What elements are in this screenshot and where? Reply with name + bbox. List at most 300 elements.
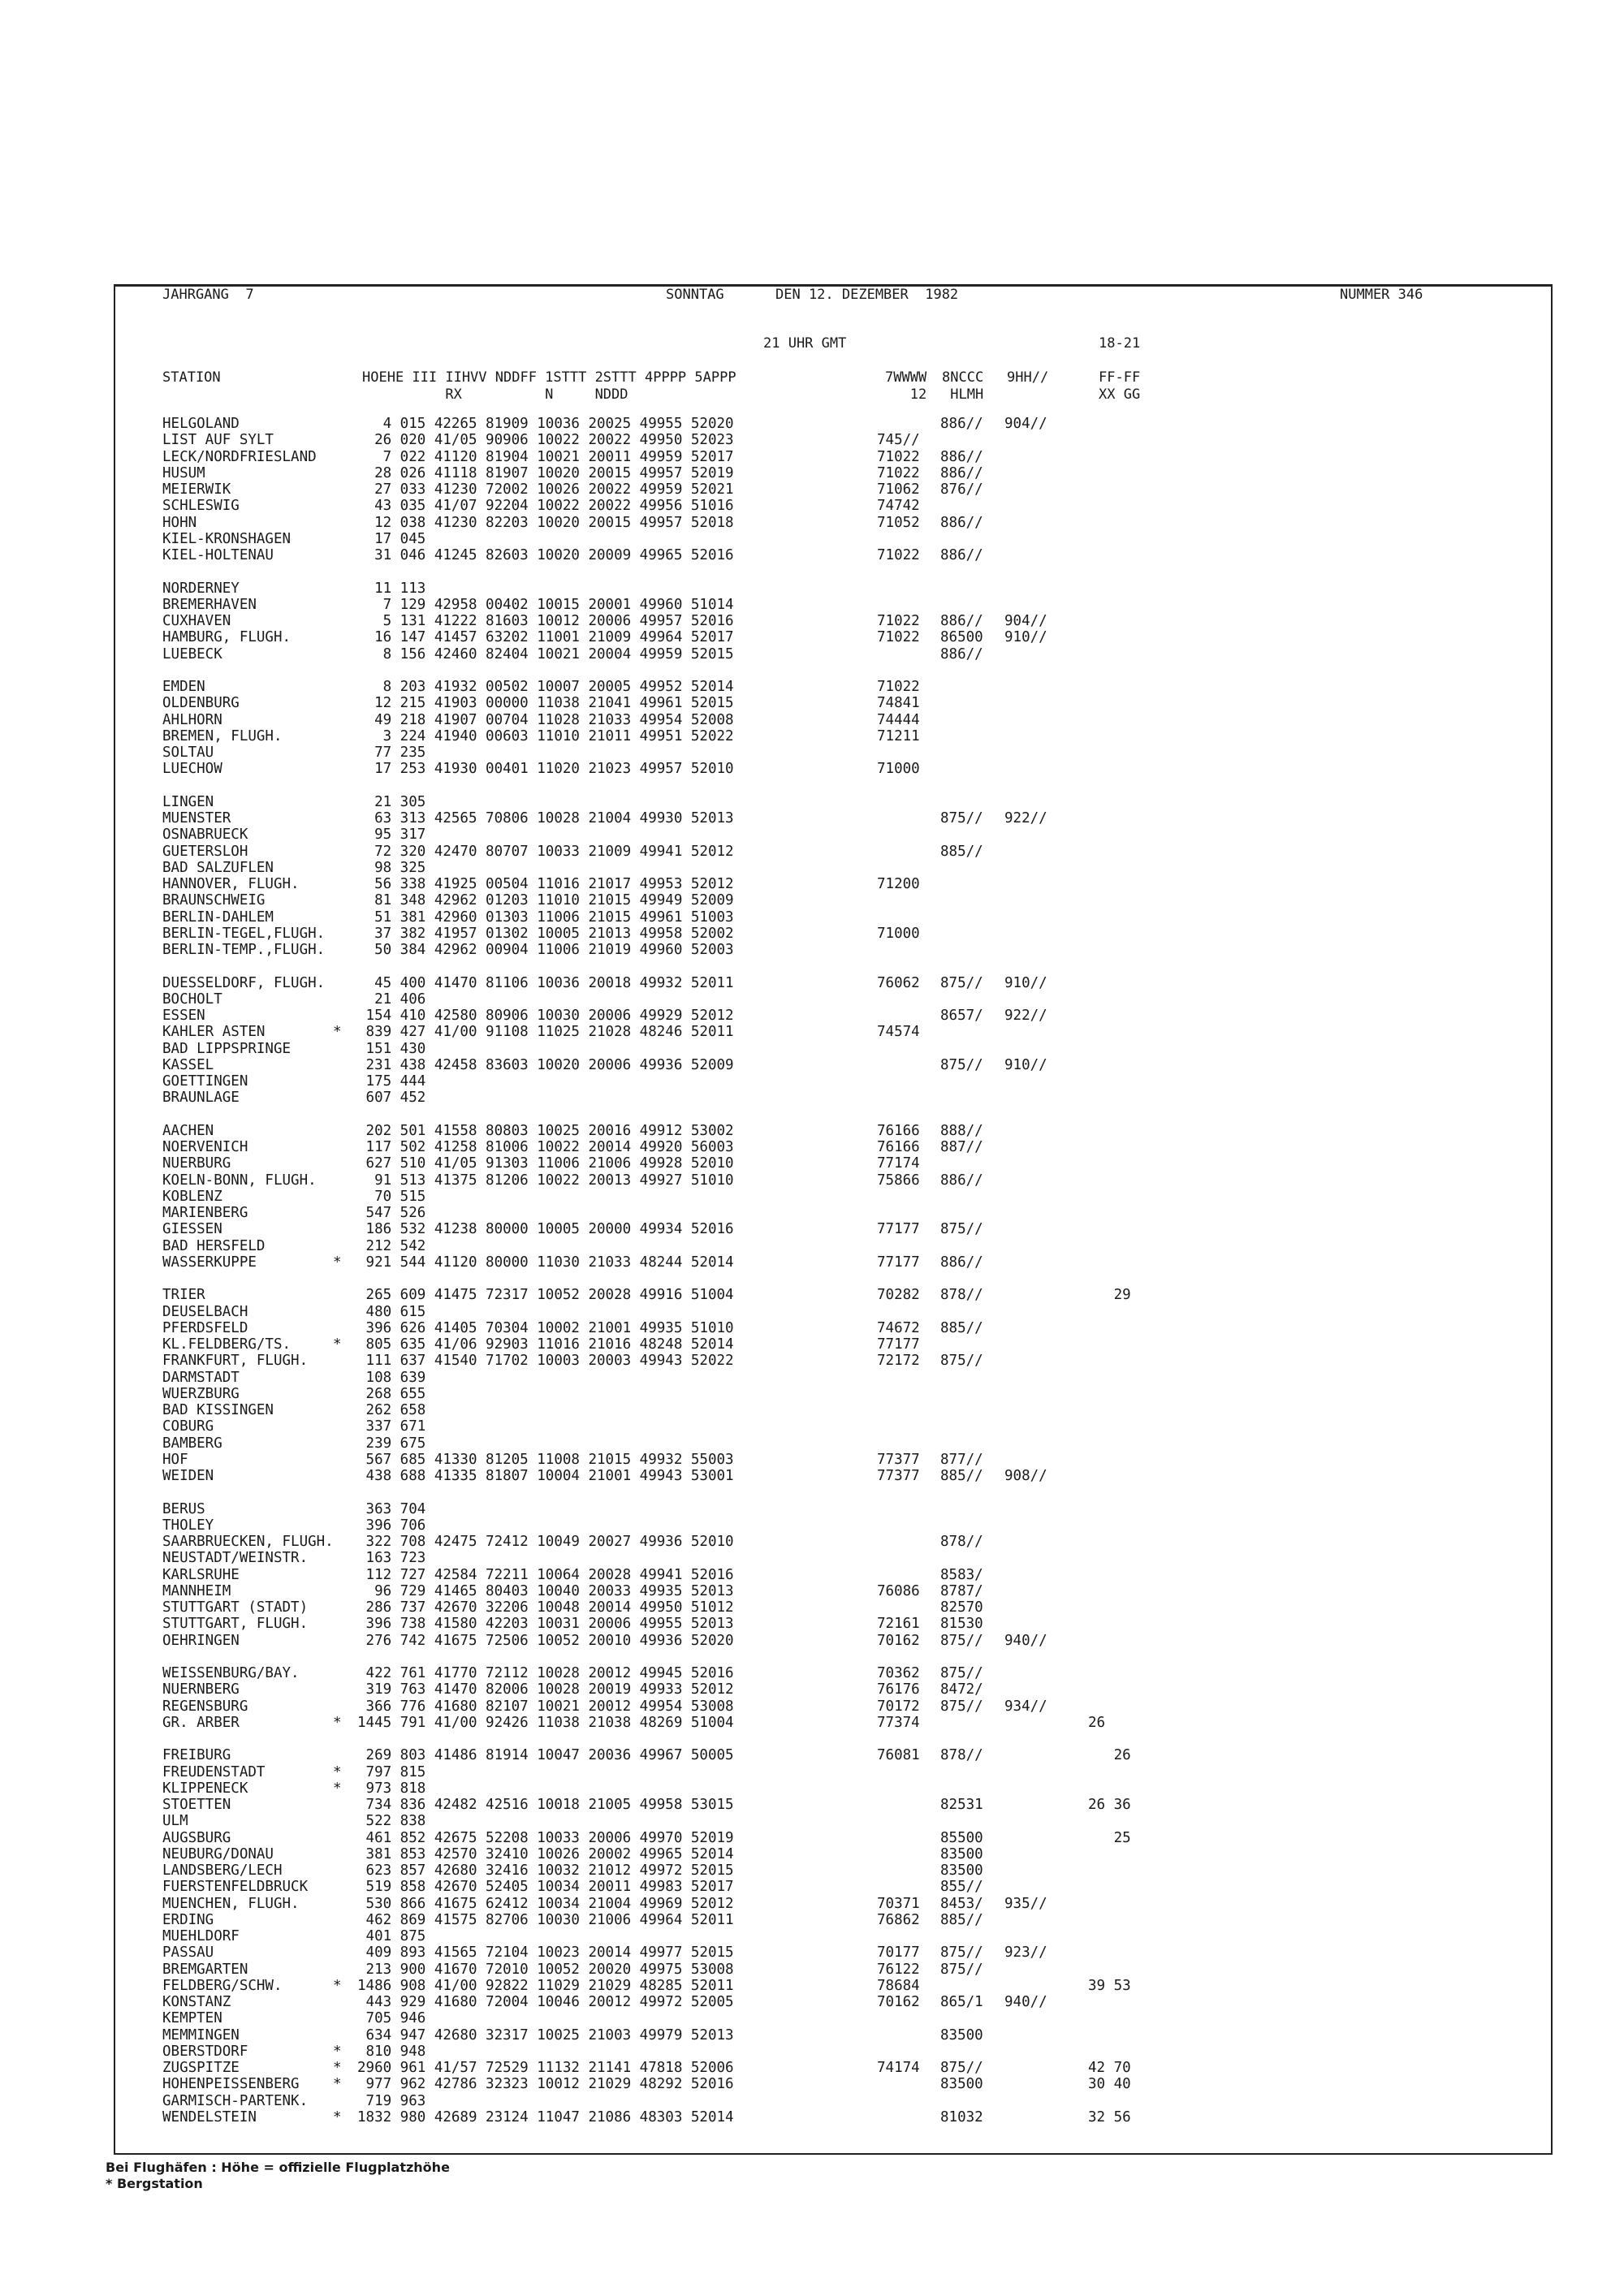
group-8nccc: 885// — [940, 1319, 983, 1336]
column-header-8nccc: 8NCCC — [942, 369, 984, 386]
station-name: KIEL-KRONSHAGEN — [162, 530, 292, 547]
station-name: FUERSTENFELDBRUCK — [162, 1879, 309, 1896]
group-7wwww: 76166 — [877, 1122, 920, 1139]
observation-groups: 2960 961 41/57 72529 11132 21141 47818 52006 — [357, 2060, 734, 2076]
group-7wwww: 76862 — [877, 1911, 920, 1928]
observation-groups: 111 637 41540 71702 10003 20003 49943 52022 — [357, 1353, 734, 1370]
group-8nccc: 886// — [940, 645, 983, 662]
observation-groups: 8 203 41932 00502 10007 20005 49952 52014 — [357, 679, 734, 695]
column-header-7wwww: 7WWWW — [885, 369, 927, 386]
station-name: HELGOLAND — [162, 416, 240, 432]
group-7wwww: 77377 — [877, 1468, 920, 1484]
station-name: DUESSELDORF, FLUGH. — [162, 974, 326, 991]
group-8nccc: 8583/ — [940, 1566, 983, 1583]
group-8nccc: 886// — [940, 547, 983, 563]
station-name: GUETERSLOH — [162, 843, 248, 860]
observation-groups: 547 526 — [357, 1205, 426, 1221]
observation-groups: 705 946 — [357, 2010, 426, 2027]
station-name: NUERBURG — [162, 1155, 231, 1172]
observation-groups: 63 313 42565 70806 10028 21004 49930 52013 — [357, 810, 734, 826]
group-8nccc: 875// — [940, 810, 983, 826]
station-name: BREMEN, FLUGH. — [162, 727, 283, 744]
group-8nccc: 81530 — [940, 1616, 983, 1633]
station-name: MUENCHEN, FLUGH. — [162, 1895, 300, 1912]
group-8nccc: 82531 — [940, 1797, 983, 1813]
station-name: NEUBURG/DONAU — [162, 1845, 274, 1862]
group-ff: 25 — [1088, 1829, 1131, 1846]
station-name: KL.FELDBERG/TS. — [162, 1336, 292, 1353]
group-8nccc: 82570 — [940, 1599, 983, 1616]
date-label: DEN 12. DEZEMBER 1982 — [775, 287, 959, 303]
observation-groups: 443 929 41680 72004 10046 20012 49972 52005 — [357, 1994, 734, 2010]
station-name: KASSEL — [162, 1056, 214, 1073]
station-name: LINGEN — [162, 793, 214, 810]
group-7wwww: 70362 — [877, 1665, 920, 1681]
group-7wwww: 71022 — [877, 448, 920, 465]
observation-groups: 634 947 42680 32317 10025 21003 49979 52013 — [357, 2026, 734, 2044]
group-8nccc: 83500 — [940, 1845, 983, 1862]
observation-groups: 95 317 — [357, 826, 426, 844]
group-7wwww: 71000 — [877, 761, 920, 778]
group-8nccc: 8472/ — [940, 1681, 983, 1698]
station-name: BRAUNSCHWEIG — [162, 892, 266, 909]
observation-groups: 1445 791 41/00 92426 11038 21038 48269 51004 — [357, 1714, 734, 1731]
station-name: FELDBERG/SCHW. — [162, 1977, 283, 1994]
group-8nccc: 886// — [940, 1254, 983, 1271]
group-8nccc: 876// — [940, 481, 983, 498]
group-9hh: 940// — [1004, 1994, 1047, 2010]
station-name: WASSERKUPPE — [162, 1254, 257, 1271]
observation-groups: 50 384 42962 00904 11006 21019 49960 52003 — [357, 942, 734, 958]
observation-groups: 239 675 — [357, 1435, 426, 1452]
station-name: ESSEN — [162, 1008, 205, 1024]
station-name: BERLIN-DAHLEM — [162, 908, 274, 926]
observation-groups: 45 400 41470 81106 10036 20018 49932 52011 — [357, 974, 734, 991]
group-8nccc: 878// — [940, 1747, 983, 1764]
group-9hh: 935// — [1004, 1895, 1047, 1912]
mountain-marker: * — [333, 1763, 342, 1780]
issue-number: NUMMER 346 — [1340, 287, 1423, 303]
observation-groups: 977 962 42786 32323 10012 21029 48292 52016 — [357, 2076, 734, 2093]
group-7wwww: 71000 — [877, 925, 920, 942]
group-9hh: 922// — [1004, 810, 1047, 826]
jahrgang-label: JAHRGANG 7 — [162, 287, 254, 303]
observation-groups: 269 803 41486 81914 10047 20036 49967 50005 — [357, 1747, 734, 1764]
station-name: WUERZBURG — [162, 1385, 240, 1402]
observation-groups: 480 615 — [357, 1303, 426, 1320]
observation-groups: 12 215 41903 00000 11038 21041 49961 52015 — [357, 695, 734, 712]
column-header-station: STATION — [162, 369, 221, 386]
station-name: KONSTANZ — [162, 1994, 231, 2010]
group-8nccc: 8657/ — [940, 1008, 983, 1024]
station-name: NUERNBERG — [162, 1681, 240, 1698]
group-8nccc: 875// — [940, 974, 983, 991]
station-name: HOF — [162, 1451, 188, 1468]
station-name: KLIPPENECK — [162, 1780, 248, 1797]
observation-groups: 381 853 42570 32410 10026 20002 49965 52014 — [357, 1845, 734, 1862]
group-7wwww: 70162 — [877, 1632, 920, 1649]
group-7wwww: 74444 — [877, 711, 920, 728]
observation-groups: 522 838 — [357, 1813, 426, 1830]
group-9hh: 910// — [1004, 1056, 1047, 1073]
group-9hh: 904// — [1004, 613, 1047, 629]
station-name: DARMSTADT — [162, 1369, 240, 1386]
station-name: OSNABRUECK — [162, 826, 248, 844]
mountain-marker: * — [333, 2076, 342, 2093]
station-name: BERLIN-TEMP.,FLUGH. — [162, 942, 326, 958]
group-7wwww: 78684 — [877, 1977, 920, 1994]
station-name: BAD SALZUFLEN — [162, 859, 274, 876]
station-name: TRIER — [162, 1287, 205, 1304]
table-frame — [114, 284, 1553, 2155]
station-name: COBURG — [162, 1418, 214, 1435]
group-7wwww: 77377 — [877, 1451, 920, 1468]
group-7wwww: 77177 — [877, 1254, 920, 1271]
day-label: SONNTAG — [666, 287, 724, 303]
group-8nccc: 875// — [940, 1944, 983, 1962]
station-name: LUEBECK — [162, 645, 222, 662]
station-name: MANNHEIM — [162, 1582, 231, 1599]
observation-groups: 1832 980 42689 23124 11047 21086 48303 52014 — [357, 2108, 734, 2126]
observation-groups: 973 818 — [357, 1780, 426, 1797]
group-7wwww: 70162 — [877, 1994, 920, 2010]
station-name: MEIERWIK — [162, 481, 231, 498]
station-name: STUTTGART (STADT) — [162, 1599, 309, 1616]
group-7wwww: 71211 — [877, 727, 920, 744]
observation-groups: 8 156 42460 82404 10021 20004 49959 52015 — [357, 645, 734, 662]
station-name: BREMERHAVEN — [162, 596, 257, 613]
observation-groups: 117 502 41258 81006 10022 20014 49920 56003 — [357, 1139, 734, 1155]
station-name: BRAUNLAGE — [162, 1090, 240, 1107]
station-name: GIESSEN — [162, 1221, 222, 1238]
group-7wwww: 74742 — [877, 498, 920, 515]
station-name: STOETTEN — [162, 1797, 231, 1813]
station-name: NORDERNEY — [162, 580, 240, 597]
group-8nccc: 878// — [940, 1287, 983, 1304]
observation-groups: 108 639 — [357, 1369, 426, 1386]
observation-groups: 623 857 42680 32416 10032 21012 49972 52015 — [357, 1862, 734, 1879]
station-name: HUSUM — [162, 464, 205, 481]
station-name: BAD LIPPSPRINGE — [162, 1040, 292, 1057]
mountain-marker: * — [333, 1254, 342, 1271]
station-name: KEMPTEN — [162, 2010, 222, 2027]
observation-groups: 396 706 — [357, 1517, 426, 1534]
station-name: PFERDSFELD — [162, 1319, 248, 1336]
station-name: KAHLER ASTEN — [162, 1024, 266, 1041]
observation-groups: 81 348 42962 01203 11010 21015 49949 52009 — [357, 892, 734, 909]
observation-groups: 567 685 41330 81205 11008 21015 49932 55003 — [357, 1451, 734, 1468]
observation-groups: 286 737 42670 32206 10048 20014 49950 51012 — [357, 1599, 734, 1616]
station-name: KOBLENZ — [162, 1188, 222, 1205]
group-8nccc: 886// — [940, 613, 983, 629]
observation-groups: 98 325 — [357, 859, 426, 876]
station-name: LUECHOW — [162, 761, 222, 778]
observation-groups: 409 893 41565 72104 10023 20014 49977 52015 — [357, 1944, 734, 1962]
station-name: BAMBERG — [162, 1435, 222, 1452]
group-7wwww: 76166 — [877, 1139, 920, 1155]
observation-groups: 70 515 — [357, 1188, 426, 1205]
station-name: SAARBRUECKEN, FLUGH. — [162, 1534, 334, 1550]
observation-groups: 719 963 — [357, 2092, 426, 2109]
group-8nccc: 86500 — [940, 629, 983, 646]
observation-groups: 805 635 41/06 92903 11016 21016 48248 52014 — [357, 1336, 734, 1353]
station-name: HANNOVER, FLUGH. — [162, 876, 300, 892]
station-name: MUEHLDORF — [162, 1928, 240, 1944]
observation-groups: 268 655 — [357, 1385, 426, 1402]
group-7wwww: 70172 — [877, 1698, 920, 1715]
station-name: NOERVENICH — [162, 1139, 248, 1155]
mountain-marker: * — [333, 2108, 342, 2126]
observation-groups: 91 513 41375 81206 10022 20013 49927 51010 — [357, 1172, 734, 1189]
observation-groups: 49 218 41907 00704 11028 21033 49954 52008 — [357, 711, 734, 728]
observation-groups: 5 131 41222 81603 10012 20006 49957 52016 — [357, 613, 734, 629]
station-name: KARLSRUHE — [162, 1566, 240, 1583]
station-name: GOETTINGEN — [162, 1073, 248, 1090]
group-8nccc: 8453/ — [940, 1895, 983, 1912]
group-8nccc: 875// — [940, 1353, 983, 1370]
group-7wwww: 71022 — [877, 547, 920, 563]
observation-groups: 51 381 42960 01303 11006 21015 49961 51003 — [357, 908, 734, 926]
station-name: ZUGSPITZE — [162, 2060, 240, 2076]
station-name: HOHENPEISSENBERG — [162, 2076, 300, 2093]
group-7wwww: 76176 — [877, 1681, 920, 1698]
observation-groups: 401 875 — [357, 1928, 426, 1944]
station-name: AHLHORN — [162, 711, 222, 728]
station-name: MEMMINGEN — [162, 2026, 240, 2044]
group-7wwww: 71052 — [877, 514, 920, 531]
group-8nccc: 875// — [940, 1221, 983, 1238]
mountain-marker: * — [333, 2060, 342, 2076]
observation-groups: 151 430 — [357, 1040, 426, 1057]
station-name: MUENSTER — [162, 810, 231, 826]
station-name: ERDING — [162, 1911, 214, 1928]
group-7wwww: 74174 — [877, 2060, 920, 2076]
observation-groups: 627 510 41/05 91303 11006 21006 49928 52010 — [357, 1155, 734, 1172]
group-ff: 26 36 — [1088, 1797, 1131, 1813]
group-7wwww: 77374 — [877, 1714, 920, 1731]
group-9hh: 910// — [1004, 974, 1047, 991]
group-7wwww: 76062 — [877, 974, 920, 991]
group-8nccc: 83500 — [940, 2026, 983, 2044]
group-8nccc: 875// — [940, 1665, 983, 1681]
group-9hh: 934// — [1004, 1698, 1047, 1715]
observation-groups: 396 626 41405 70304 10002 21001 49935 51010 — [357, 1319, 734, 1336]
footnote-mountain-station: * Bergstation — [106, 2176, 203, 2191]
observation-groups: 810 948 — [357, 2043, 426, 2060]
station-name: KIEL-HOLTENAU — [162, 547, 274, 563]
group-ff: 42 70 — [1088, 2060, 1131, 2076]
group-8nccc: 83500 — [940, 1862, 983, 1879]
observation-groups: 112 727 42584 72211 10064 20028 49941 52016 — [357, 1566, 734, 1583]
observation-groups: 31 046 41245 82603 10020 20009 49965 52016 — [357, 547, 734, 563]
station-name: BERUS — [162, 1500, 205, 1517]
observation-groups: 319 763 41470 82006 10028 20019 49933 52012 — [357, 1681, 734, 1698]
group-9hh: 922// — [1004, 1008, 1047, 1024]
column-header-8nccc-sub: HLMH — [942, 386, 984, 403]
group-ff: 30 40 — [1088, 2076, 1131, 2093]
station-name: AACHEN — [162, 1122, 214, 1139]
group-ff: 29 — [1088, 1287, 1131, 1304]
station-name: FRANKFURT, FLUGH. — [162, 1353, 309, 1370]
station-name: SOLTAU — [162, 744, 214, 761]
group-8nccc: 886// — [940, 514, 983, 531]
station-name: LANDSBERG/LECH — [162, 1862, 283, 1879]
group-8nccc: 875// — [940, 1698, 983, 1715]
station-name: BOCHOLT — [162, 990, 222, 1008]
observation-groups: 28 026 41118 81907 10020 20015 49957 52019 — [357, 464, 734, 481]
group-7wwww: 77177 — [877, 1336, 920, 1353]
observation-groups: 17 045 — [357, 530, 426, 547]
group-8nccc: 83500 — [940, 2076, 983, 2093]
station-name: SCHLESWIG — [162, 498, 240, 515]
group-9hh: 940// — [1004, 1632, 1047, 1649]
observation-groups: 396 738 41580 42203 10031 20006 49955 52013 — [357, 1616, 734, 1633]
observation-groups: 4 015 42265 81909 10036 20025 49955 52020 — [357, 416, 734, 432]
group-7wwww: 77174 — [877, 1155, 920, 1172]
station-name: GR. ARBER — [162, 1714, 240, 1731]
observation-groups: 921 544 41120 80000 11030 21033 48244 52014 — [357, 1254, 734, 1271]
observation-groups: 265 609 41475 72317 10052 20028 49916 51004 — [357, 1287, 734, 1304]
observation-groups: 7 022 41120 81904 10021 20011 49959 52017 — [357, 448, 734, 465]
observation-groups: 530 866 41675 62412 10034 21004 49969 52012 — [357, 1895, 734, 1912]
group-9hh: 910// — [1004, 629, 1047, 646]
column-header-7wwww-sub: 12 — [885, 386, 927, 403]
mountain-marker: * — [333, 1024, 342, 1041]
group-ff: 39 53 — [1088, 1977, 1131, 1994]
station-name: REGENSBURG — [162, 1698, 248, 1715]
group-8nccc: 886// — [940, 416, 983, 432]
group-7wwww: 76086 — [877, 1582, 920, 1599]
group-7wwww: 71062 — [877, 481, 920, 498]
group-7wwww: 76122 — [877, 1961, 920, 1978]
observation-groups: 839 427 41/00 91108 11025 21028 48246 52011 — [357, 1024, 734, 1041]
observation-groups: 797 815 — [357, 1763, 426, 1780]
group-8nccc: 886// — [940, 464, 983, 481]
observation-groups: 154 410 42580 80906 10030 20006 49929 52012 — [357, 1008, 734, 1024]
station-name: BAD KISSINGEN — [162, 1402, 274, 1418]
mountain-marker: * — [333, 1336, 342, 1353]
group-8nccc: 8787/ — [940, 1582, 983, 1599]
station-name: FREIBURG — [162, 1747, 231, 1764]
station-name: DEUSELBACH — [162, 1303, 248, 1320]
station-name: OBERSTDORF — [162, 2043, 248, 2060]
station-name: GARMISCH-PARTENK. — [162, 2092, 309, 2109]
group-7wwww: 70371 — [877, 1895, 920, 1912]
group-8nccc: 886// — [940, 448, 983, 465]
group-8nccc: 875// — [940, 2060, 983, 2076]
station-name: AUGSBURG — [162, 1829, 231, 1846]
observation-groups: 72 320 42470 80707 10033 21009 49941 52012 — [357, 843, 734, 860]
group-8nccc: 885// — [940, 1911, 983, 1928]
observation-groups: 186 532 41238 80000 10005 20000 49934 52016 — [357, 1221, 734, 1238]
station-name: ULM — [162, 1813, 188, 1830]
group-9hh: 923// — [1004, 1944, 1047, 1962]
station-name: THOLEY — [162, 1517, 214, 1534]
column-header-main: HOEHE III IIHVV NDDFF 1STTT 2STTT 4PPPP 5APPP — [362, 369, 736, 386]
observation-groups: 1486 908 41/00 92822 11029 21029 48285 52011 — [357, 1977, 734, 1994]
group-8nccc: 888// — [940, 1122, 983, 1139]
group-8nccc: 865/1 — [940, 1994, 983, 2010]
group-7wwww: 71022 — [877, 613, 920, 629]
observation-groups: 462 869 41575 82706 10030 21006 49964 52011 — [357, 1911, 734, 1928]
group-ff: 32 56 — [1088, 2108, 1131, 2126]
group-7wwww: 745// — [877, 432, 920, 449]
group-8nccc: 886// — [940, 1172, 983, 1189]
observation-groups: 7 129 42958 00402 10015 20001 49960 51014 — [357, 596, 734, 613]
observation-groups: 43 035 41/07 92204 10022 20022 49956 51016 — [357, 498, 734, 515]
station-name: LECK/NORDFRIESLAND — [162, 448, 317, 465]
station-name: WENDELSTEIN — [162, 2108, 257, 2126]
mountain-marker: * — [333, 1977, 342, 1994]
station-name: LIST AUF SYLT — [162, 432, 274, 449]
station-name: KOELN-BONN, FLUGH. — [162, 1172, 317, 1189]
group-8nccc: 81032 — [940, 2108, 983, 2126]
group-7wwww: 74574 — [877, 1024, 920, 1041]
station-name: OLDENBURG — [162, 695, 240, 712]
group-7wwww: 76081 — [877, 1747, 920, 1764]
station-name: HAMBURG, FLUGH. — [162, 629, 292, 646]
observation-groups: 202 501 41558 80803 10025 20016 49912 53002 — [357, 1122, 734, 1139]
group-7wwww: 72172 — [877, 1353, 920, 1370]
group-8nccc: 887// — [940, 1139, 983, 1155]
group-8nccc: 877// — [940, 1451, 983, 1468]
group-7wwww: 75866 — [877, 1172, 920, 1189]
group-ff: 26 — [1088, 1747, 1131, 1764]
observation-groups: 231 438 42458 83603 10020 20006 49936 52009 — [357, 1056, 734, 1073]
observation-groups: 262 658 — [357, 1402, 426, 1418]
observation-groups: 27 033 41230 72002 10026 20022 49959 52021 — [357, 481, 734, 498]
group-7wwww: 77177 — [877, 1221, 920, 1238]
group-7wwww: 70282 — [877, 1287, 920, 1304]
group-7wwww: 71022 — [877, 679, 920, 695]
mountain-marker: * — [333, 1780, 342, 1797]
mountain-marker: * — [333, 2043, 342, 2060]
station-name: OEHRINGEN — [162, 1632, 240, 1649]
observation-groups: 11 113 — [357, 580, 426, 597]
observation-groups: 3 224 41940 00603 11010 21011 49951 52022 — [357, 727, 734, 744]
group-7wwww: 74841 — [877, 695, 920, 712]
observation-groups: 734 836 42482 42516 10018 21005 49958 53015 — [357, 1797, 734, 1813]
group-9hh: 904// — [1004, 416, 1047, 432]
observation-groups: 77 235 — [357, 744, 426, 761]
observation-groups: 12 038 41230 82203 10020 20015 49957 52018 — [357, 514, 734, 531]
column-header-main-sub: RX N NDDD — [362, 386, 628, 403]
observation-groups: 607 452 — [357, 1090, 426, 1107]
group-8nccc: 885// — [940, 1468, 983, 1484]
station-name: HOHN — [162, 514, 197, 531]
station-name: FREUDENSTADT — [162, 1763, 266, 1780]
station-name: BERLIN-TEGEL,FLUGH. — [162, 925, 326, 942]
group-7wwww: 72161 — [877, 1616, 920, 1633]
group-8nccc: 878// — [940, 1534, 983, 1550]
observation-time: 21 UHR GMT — [763, 335, 847, 352]
observation-groups: 337 671 — [357, 1418, 426, 1435]
group-8nccc: 875// — [940, 1632, 983, 1649]
column-header-ff: FF-FF — [1099, 369, 1141, 386]
column-header-ff-sub: XX GG — [1099, 386, 1141, 403]
observation-groups: 17 253 41930 00401 11020 21023 49957 52010 — [357, 761, 734, 778]
group-7wwww: 71200 — [877, 876, 920, 892]
group-ff: 26 — [1088, 1714, 1106, 1731]
station-name: STUTTGART, FLUGH. — [162, 1616, 309, 1633]
observation-groups: 519 858 42670 52405 10034 20011 49983 52017 — [357, 1879, 734, 1896]
column-header-9hh: 9HH// — [1007, 369, 1049, 386]
observation-groups: 366 776 41680 82107 10021 20012 49954 53008 — [357, 1698, 734, 1715]
observation-groups: 422 761 41770 72112 10028 20012 49945 52016 — [357, 1665, 734, 1681]
mountain-marker: * — [333, 1714, 342, 1731]
station-name: CUXHAVEN — [162, 613, 231, 629]
station-name: EMDEN — [162, 679, 205, 695]
